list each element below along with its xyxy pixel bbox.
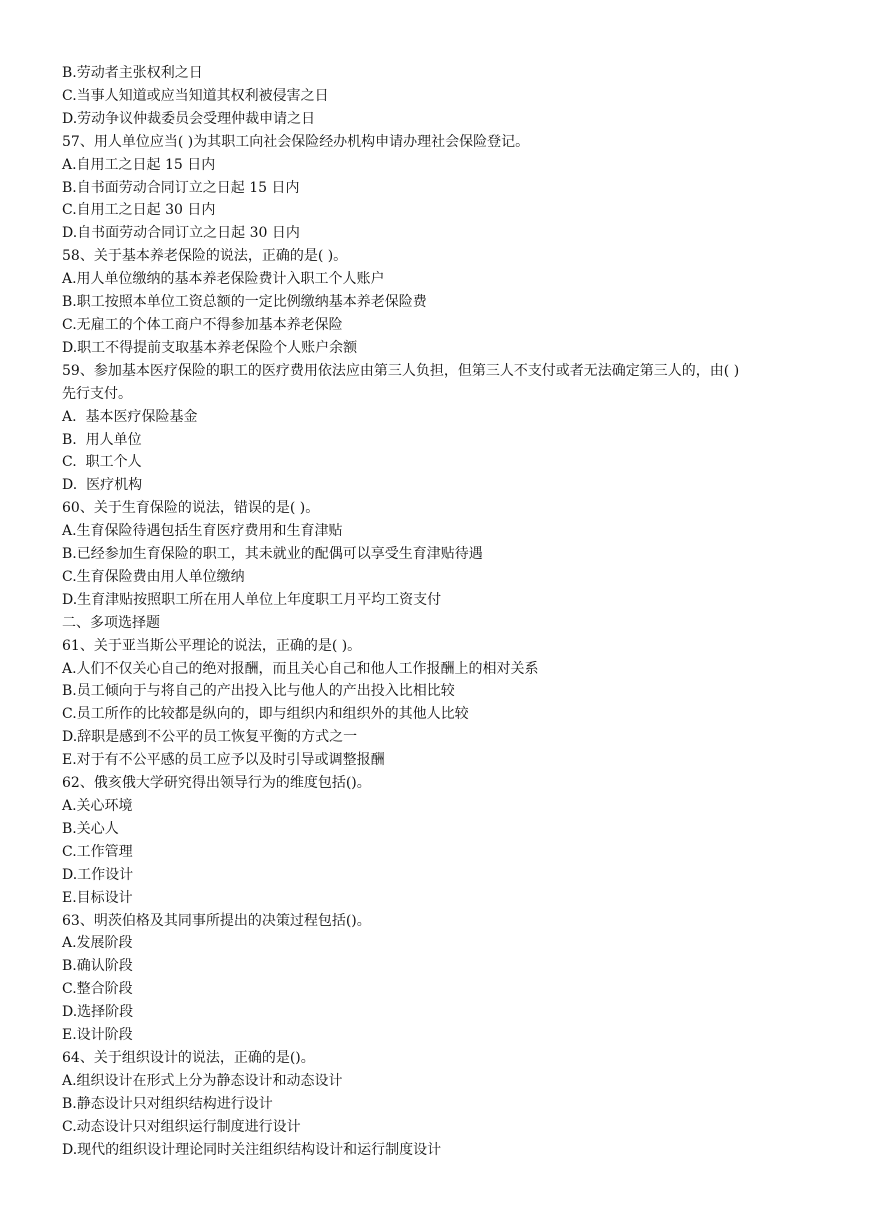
text-line: D.生育津贴按照职工所在用人单位上年度职工月平均工资支付	[62, 591, 442, 608]
text-line: D.劳动争议仲裁委员会受理仲裁申请之日	[62, 110, 316, 127]
text-line: 60、关于生育保险的说法，错误的是( )。	[62, 500, 320, 517]
text-line: 57、用人单位应当( )为其职工向社会保险经办机构申请办理社会保险登记。	[62, 133, 530, 150]
text-line: C.动态设计只对组织运行制度进行设计	[62, 1118, 301, 1135]
text-line: 先行支付。	[62, 385, 132, 402]
text-line: B.确认阶段	[62, 958, 133, 975]
text-line: B.职工按照本单位工资总额的一定比例缴纳基本养老保险费	[62, 294, 427, 311]
text-line: E.对于有不公平感的员工应予以及时引导或调整报酬	[62, 752, 385, 769]
text-line: D.自书面劳动合同订立之日起 30 日内	[62, 225, 300, 242]
text-line: B.自书面劳动合同订立之日起 15 日内	[62, 179, 300, 196]
text-line: A. 基本医疗保险基金	[62, 408, 198, 425]
text-line: A.自用工之日起 15 日内	[62, 156, 216, 173]
text-line: D.工作设计	[62, 866, 134, 883]
text-line: 61、关于亚当斯公平理论的说法，正确的是( )。	[62, 637, 362, 654]
text-line: 58、关于基本养老保险的说法，正确的是( )。	[62, 248, 348, 265]
text-line: B.已经参加生育保险的职工，其未就业的配偶可以享受生育津贴待遇	[62, 546, 483, 563]
text-line: A.用人单位缴纳的基本养老保险费计入职工个人账户	[62, 271, 385, 288]
text-line: C.生育保险费由用人单位缴纳	[62, 568, 245, 585]
text-line: C.员工所作的比较都是纵向的，即与组织内和组织外的其他人比较	[62, 706, 469, 723]
text-line: B.劳动者主张权利之日	[62, 65, 203, 81]
text-line: C.无雇工的个体工商户不得参加基本养老保险	[62, 316, 343, 333]
document-page	[62, 62, 822, 1162]
text-line: E.目标设计	[62, 889, 133, 906]
text-line: A.生育保险待遇包括生育医疗费用和生育津贴	[62, 523, 343, 540]
text-line: A.人们不仅关心自己的绝对报酬，而且关心自己和他人工作报酬上的相对关系	[62, 660, 539, 677]
text-line: B. 用人单位	[62, 431, 142, 448]
text-line: 62、俄亥俄大学研究得出领导行为的维度包括()。	[62, 775, 371, 792]
text-line: D.职工不得提前支取基本养老保险个人账户余额	[62, 339, 358, 356]
text-line: C.工作管理	[62, 843, 133, 860]
text-line: C.当事人知道或应当知道其权利被侵害之日	[62, 87, 329, 104]
text-line: 63、明茨伯格及其同事所提出的决策过程包括()。	[62, 912, 371, 929]
text-line: C. 职工个人	[62, 454, 142, 471]
text-line: C.自用工之日起 30 日内	[62, 202, 216, 219]
text-line: 59、参加基本医疗保险的职工的医疗费用依法应由第三人负担，但第三人不支付或者无法确定第三人的，由( )	[62, 362, 740, 379]
text-line: B.员工倾向于与将自己的产出投入比与他人的产出投入比相比较	[62, 683, 455, 700]
text-line: B.静态设计只对组织结构进行设计	[62, 1095, 273, 1112]
text-line: 64、关于组织设计的说法，正确的是()。	[62, 1049, 315, 1066]
text-line: C.整合阶段	[62, 981, 133, 998]
text-line: D. 医疗机构	[62, 477, 143, 494]
text-line: 二、多项选择题	[62, 614, 160, 631]
text-line: A.关心环境	[62, 798, 133, 814]
text-line: D.现代的组织设计理论同时关注组织结构设计和运行制度设计	[62, 1141, 442, 1158]
text-line: A.发展阶段	[62, 935, 133, 952]
text-line: E.设计阶段	[62, 1027, 133, 1044]
text-line: D.选择阶段	[62, 1004, 134, 1021]
text-line: B.关心人	[62, 820, 119, 837]
text-line: D.辞职是感到不公平的员工恢复平衡的方式之一	[62, 729, 358, 746]
text-line: A.组织设计在形式上分为静态设计和动态设计	[62, 1072, 343, 1089]
